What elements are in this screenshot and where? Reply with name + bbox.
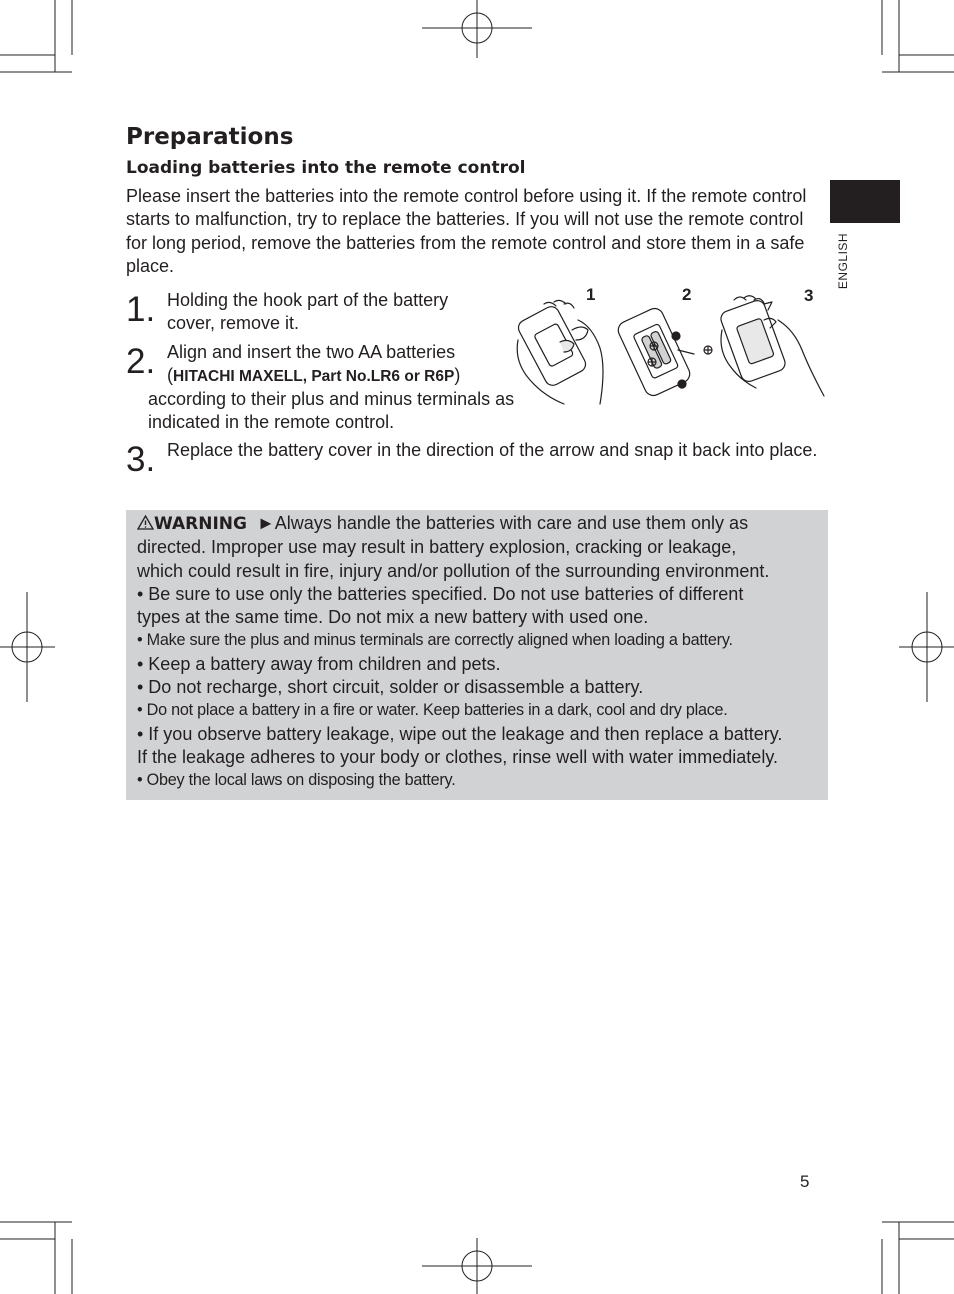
warning-text bbox=[137, 512, 827, 793]
page-number: 5 bbox=[800, 1172, 810, 1191]
warning-line-5: types at the same time. Do not mix a new battery with used one. bbox=[137, 607, 649, 628]
step-3-number: 3. bbox=[126, 440, 156, 479]
warning-label-text: WARNING bbox=[154, 514, 247, 534]
language-tab bbox=[830, 180, 900, 223]
figure-label-1: 1 bbox=[586, 285, 596, 304]
step-1-number: 1. bbox=[126, 290, 156, 329]
warning-line-3: which could result in fire, injury and/or pollution of the surrounding environment. bbox=[137, 560, 770, 581]
figure-label-3: 3 bbox=[804, 286, 814, 305]
page-title: Preparations bbox=[126, 124, 294, 150]
warning-line-4: • Be sure to use only the batteries specified. Do not use batteries of different bbox=[137, 583, 744, 604]
step-2-text-line1: Align and insert the two AA batteries bbox=[167, 342, 456, 362]
warning-line-9: • Do not place a battery in a fire or water. Keep batteries in a dark, cool and dry place. bbox=[137, 701, 728, 720]
warning-line-7: • Keep a battery away from children and pets. bbox=[137, 653, 501, 674]
warning-box bbox=[126, 510, 828, 800]
warning-line-8: • Do not recharge, short circuit, solder or disassemble a battery. bbox=[137, 677, 644, 698]
close-paren: ) bbox=[454, 365, 461, 385]
language-label: ENGLISH bbox=[836, 232, 850, 290]
step-2-spec-line bbox=[167, 364, 527, 388]
figure-label-2: 2 bbox=[682, 285, 692, 304]
remote-control-drawings bbox=[508, 280, 830, 410]
section-heading: Loading batteries into the remote control bbox=[126, 158, 526, 178]
warning-label bbox=[137, 514, 247, 534]
warning-triangle-icon bbox=[137, 515, 154, 530]
warning-line-12: • Obey the local laws on disposing the battery. bbox=[137, 771, 456, 790]
warning-line-6: • Make sure the plus and minus terminals are correctly aligned when loading a battery. bbox=[137, 631, 733, 650]
warning-line-1 bbox=[137, 512, 827, 536]
open-paren: ( bbox=[167, 365, 173, 385]
warning-line-2: directed. Improper use may result in battery explosion, cracking or leakage, bbox=[137, 537, 737, 558]
step-2-text-line3: according to their plus and minus terminals as indicated in the remote control. bbox=[148, 389, 515, 433]
warning-line-1-text: ►Always handle the batteries with care and use them only as bbox=[256, 513, 749, 533]
warning-line-11: If the leakage adheres to your body or clothes, rinse well with water immediately. bbox=[137, 746, 778, 767]
step-1-text: Holding the hook part of the battery cover, remove it. bbox=[167, 290, 449, 334]
warning-line-10: • If you observe battery leakage, wipe out the leakage and then replace a battery. bbox=[137, 723, 783, 744]
intro-paragraph: Please insert the batteries into the remote control before using it. If the remote control starts to malfunction, try to replace the batteries. If you will not use the remote control for long period, remove the batteries from the remote control and store them in a safe place. bbox=[126, 186, 807, 276]
step-3-text: Replace the battery cover in the direction of the arrow and snap it back into place. bbox=[167, 440, 818, 460]
step-2-number: 2. bbox=[126, 342, 156, 381]
battery-spec: HITACHI MAXELL, Part No.LR6 or R6P bbox=[173, 368, 455, 385]
battery-illustration bbox=[508, 280, 830, 410]
